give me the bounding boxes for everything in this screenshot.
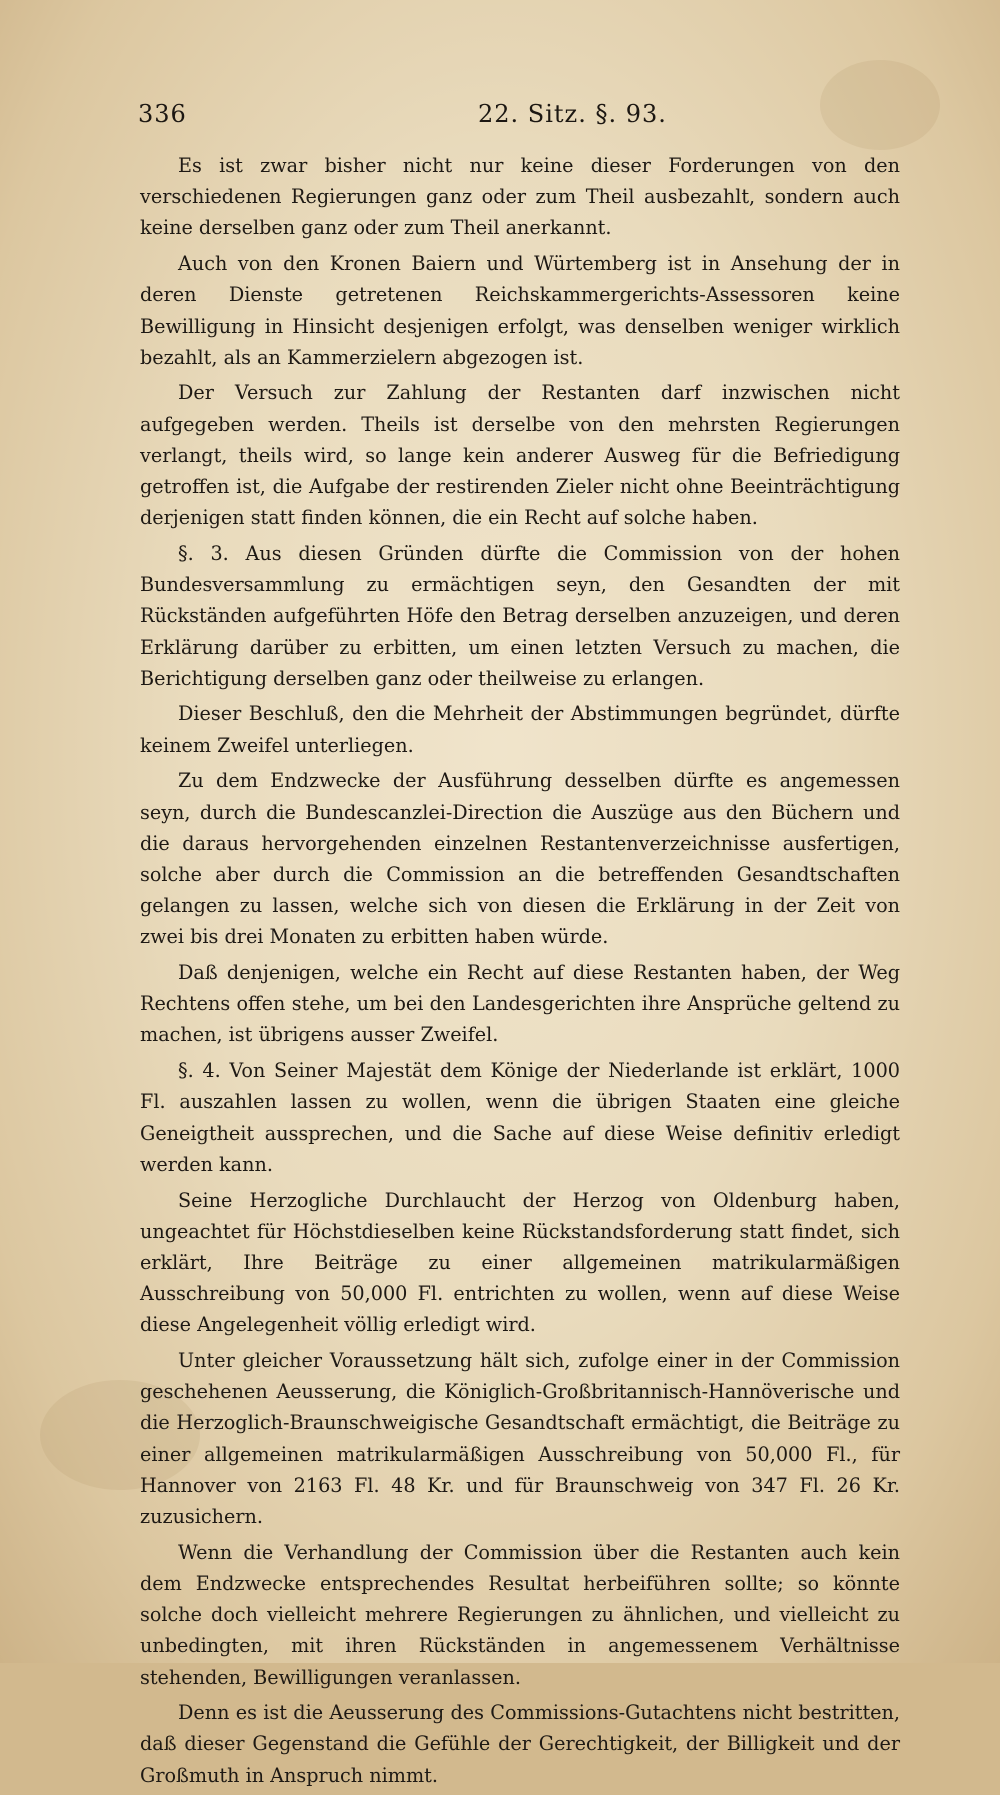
paragraph: Denn es ist die Aeusserung des Commissions-Gutachtens nicht bestritten, daß dieser Gegenstand die Gefühle der Gerechtigkeit, der Billigkeit und der Großmuth in Anspruch nimmt. bbox=[140, 1701, 900, 1787]
paragraph: Zu dem Endzwecke der Ausführung desselben dürfte es angemessen seyn, durch die Bundescanzlei-Direction die Auszüge aus den Büchern und die daraus hervorgehenden einzelnen Restantenverzeichnisse ausfertigen, solche aber durch die Commission an die betreffenden Gesandtschaften gelangen zu lassen, welche sich von diesen die Erklärung in der Zeit von zwei bis drei Monaten zu erbitten haben würde. bbox=[140, 769, 900, 949]
running-head: 22. Sitz. §. 93. bbox=[478, 100, 667, 128]
paragraph-section-3: §. 3. Aus diesen Gründen dürfte die Commission von der hohen Bundesversammlung zu ermächtigen seyn, den Gesandten der mit Rückständen aufgeführten Höfe den Betrag derselben anzuzeigen, und deren Erklärung darüber zu erbitten, um einen letzten Versuch zu machen, die Berichtigung derselben ganz oder theilweise zu erlangen. bbox=[140, 541, 900, 690]
paragraph: Dieser Beschluß, den die Mehrheit der Abstimmungen begründet, dürfte keinem Zweifel unterliegen. bbox=[140, 702, 900, 757]
paragraph: Wenn die Verhandlung der Commission über die Restanten auch kein dem Endzwecke entsprechendes Resultat herbeiführen sollte; so könnte solche doch vielleicht mehrere Regierungen zu ähnlichen, und vielleicht zu unbedingten, mit ihren Rückständen in angemessenem Verhältnisse stehenden, Bewilligungen veranlassen. bbox=[140, 1540, 900, 1689]
paragraph: Unter gleicher Voraussetzung hält sich, zufolge einer in der Commission geschehenen Aeusserung, die Königlich-Großbritannisch-Hannöverische und die Herzoglich-Braunschweigische Gesandtschaft ermächtigt, die Beiträge zu einer allgemeinen matrikularmäßigen Ausschreibung von 50,000 Fl., für Hannover von 2163 Fl. 48 Kr. und für Braunschweig von 347 Fl. 26 Kr. zuzusichern. bbox=[140, 1349, 900, 1529]
text-body bbox=[140, 150, 900, 1795]
paragraph: Seine Herzogliche Durchlaucht der Herzog von Oldenburg haben, ungeachtet für Höchstdieselben keine Rückstandsforderung statt findet, sich erklärt, Ihre Beiträge zu einer allgemeinen matrikularmäßigen Ausschreibung von 50,000 Fl. entrichten zu wollen, wenn auf diese Weise diese Angelegenheit völlig erledigt wird. bbox=[140, 1188, 900, 1337]
paragraph: Der Versuch zur Zahlung der Restanten darf inzwischen nicht aufgegeben werden. Theils ist derselbe von den mehrsten Regierungen verlangt, theils wird, so lange kein anderer Ausweg für die Befriedigung getroffen ist, die Aufgabe der restirenden Zieler nicht ohne Beeinträchtigung derjenigen statt finden können, die ein Recht auf solche haben. bbox=[140, 381, 900, 530]
paragraph-section-4: §. 4. Von Seiner Majestät dem Könige der Niederlande ist erklärt, 1000 Fl. auszahlen lassen zu wollen, wenn die übrigen Staaten eine gleiche Geneigtheit aussprechen, und die Sache auf diese Weise definitiv erledigt werden kann. bbox=[140, 1059, 900, 1176]
paragraph: Auch von den Kronen Baiern und Würtemberg ist in Ansehung der in deren Dienste getretenen Reichskammergerichts-Assessoren keine Bewilligung in Hinsicht desjenigen erfolgt, was denselben weniger wirklich bezahlt, als an Kammerzielern abgezogen ist. bbox=[140, 252, 900, 369]
paragraph: Daß denjenigen, welche ein Recht auf diese Restanten haben, der Weg Rechtens offen stehe, um bei den Landesgerichten ihre Ansprüche geltend zu machen, ist übrigens ausser Zweifel. bbox=[140, 961, 900, 1047]
paragraph: Es ist zwar bisher nicht nur keine dieser Forderungen von den verschiedenen Regierungen ganz oder zum Theil ausbezahlt, sondern auch keine derselben ganz oder zum Theil anerkannt. bbox=[140, 154, 900, 240]
page-number: 336 bbox=[138, 100, 187, 128]
page-header bbox=[138, 100, 898, 140]
